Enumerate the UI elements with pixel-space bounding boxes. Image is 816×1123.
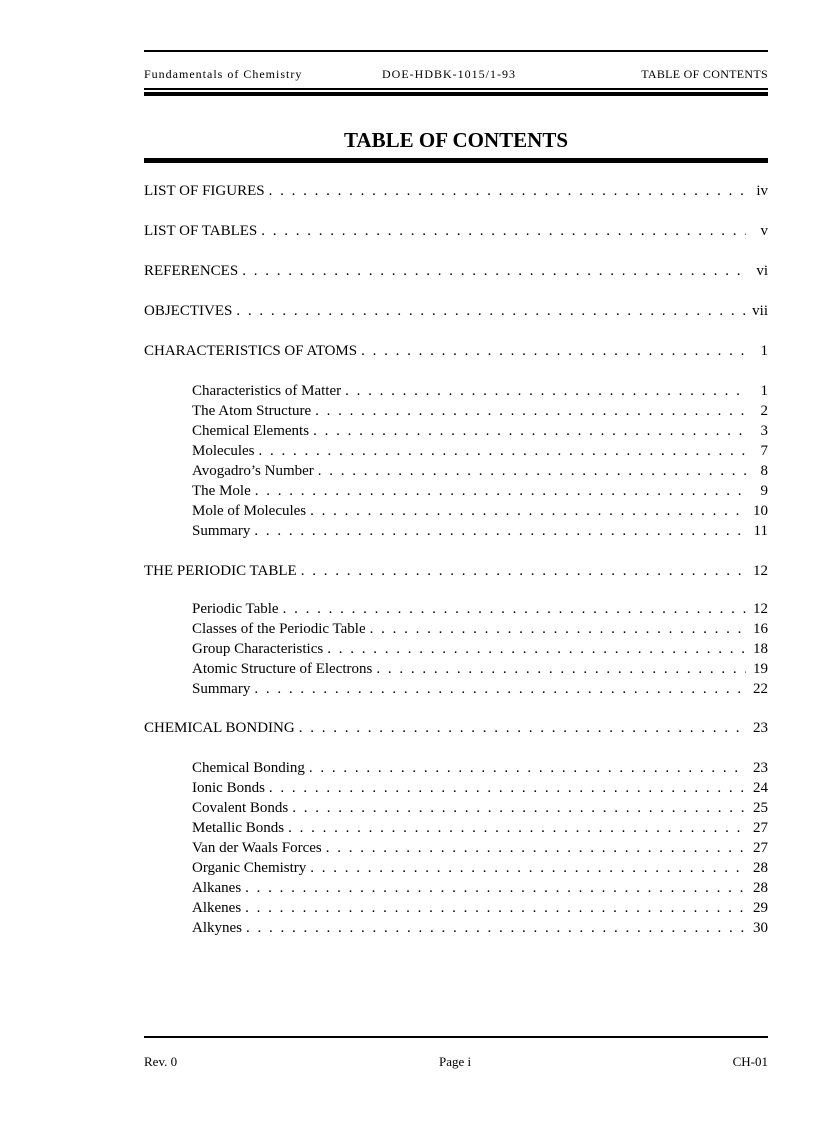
toc-entry[interactable] bbox=[144, 183, 768, 203]
toc-entry-label: CHARACTERISTICS OF ATOMS bbox=[144, 343, 358, 359]
toc-entry-label: Chemical Bonding bbox=[192, 760, 305, 776]
toc-entry[interactable] bbox=[144, 720, 768, 740]
toc-leader bbox=[326, 840, 746, 857]
toc-entry-page: 12 bbox=[753, 563, 768, 579]
toc-leader bbox=[283, 601, 746, 618]
toc-subentry[interactable] bbox=[192, 681, 768, 701]
toc-entry-label: The Mole bbox=[192, 483, 251, 499]
toc-subentry[interactable] bbox=[192, 383, 768, 403]
toc-entry-label: Covalent Bonds bbox=[192, 800, 289, 816]
toc-entry-label: Van der Waals Forces bbox=[192, 840, 322, 856]
toc-subentry[interactable] bbox=[192, 601, 768, 621]
toc-subentry[interactable] bbox=[192, 860, 768, 880]
toc-leader bbox=[309, 760, 746, 777]
toc-entry-page: 29 bbox=[753, 900, 768, 916]
toc-subentry[interactable] bbox=[192, 920, 768, 940]
toc-entry-page: 9 bbox=[760, 483, 768, 499]
toc-leader bbox=[313, 423, 746, 440]
footer-document-code: CH-01 bbox=[732, 1054, 768, 1069]
toc-entry-page: 3 bbox=[760, 423, 768, 439]
toc-entry-page: 18 bbox=[753, 641, 768, 657]
toc-subentry[interactable] bbox=[192, 820, 768, 840]
toc-entry-label: Group Characteristics bbox=[192, 641, 324, 657]
toc-entry-page: 2 bbox=[760, 403, 768, 419]
toc-entry-page: vii bbox=[752, 303, 768, 319]
toc-leader bbox=[288, 820, 746, 837]
toc-leader bbox=[261, 223, 746, 240]
toc-subentry[interactable] bbox=[192, 800, 768, 820]
header-top-rule bbox=[144, 50, 768, 52]
toc-entry-label: Avogadro’s Number bbox=[192, 463, 314, 479]
toc-subentry[interactable] bbox=[192, 503, 768, 523]
header-left: Fundamentals of Chemistry bbox=[144, 67, 303, 81]
toc-entry-label: LIST OF TABLES bbox=[144, 223, 258, 239]
toc-entry[interactable] bbox=[144, 563, 768, 583]
toc-entry-label: Summary bbox=[192, 681, 251, 697]
toc-subentry[interactable] bbox=[192, 840, 768, 860]
header-bottom-rule-thick bbox=[144, 92, 768, 96]
toc-leader bbox=[254, 523, 746, 540]
toc-leader bbox=[254, 681, 746, 698]
toc-entry-page: 16 bbox=[753, 621, 768, 637]
toc-entry-page: 1 bbox=[760, 343, 768, 359]
toc-entry-label: Organic Chemistry bbox=[192, 860, 307, 876]
toc-entry-label: LIST OF FIGURES bbox=[144, 183, 265, 199]
toc-leader bbox=[327, 641, 746, 658]
toc-leader bbox=[292, 800, 746, 817]
toc-leader bbox=[245, 880, 746, 897]
toc-entry-page: 25 bbox=[753, 800, 768, 816]
footer-rule bbox=[144, 1036, 768, 1038]
toc-entry[interactable] bbox=[144, 223, 768, 243]
toc-subentry[interactable] bbox=[192, 463, 768, 483]
toc-leader bbox=[242, 263, 746, 280]
toc-entry-page: 23 bbox=[753, 760, 768, 776]
toc-entry[interactable] bbox=[144, 343, 768, 363]
page-title: TABLE OF CONTENTS bbox=[343, 128, 569, 152]
toc-entry-page: 1 bbox=[760, 383, 768, 399]
toc-entry-label: REFERENCES bbox=[144, 263, 239, 279]
toc-entry-page: 11 bbox=[753, 523, 768, 539]
footer-page-number: Page i bbox=[439, 1054, 472, 1069]
toc-entry-page: v bbox=[760, 223, 768, 239]
toc-leader bbox=[245, 900, 746, 917]
toc-entry-page: 30 bbox=[753, 920, 768, 936]
toc-leader bbox=[315, 403, 746, 420]
toc-leader bbox=[246, 920, 746, 937]
toc-subentry[interactable] bbox=[192, 641, 768, 661]
footer-revision: Rev. 0 bbox=[144, 1054, 178, 1069]
toc-subentry[interactable] bbox=[192, 780, 768, 800]
toc-entry-page: 27 bbox=[753, 840, 768, 856]
toc-entry-label: The Atom Structure bbox=[192, 403, 312, 419]
toc-entry-page: 27 bbox=[753, 820, 768, 836]
toc-entry-page: 22 bbox=[753, 681, 768, 697]
toc-entry-page: 8 bbox=[760, 463, 768, 479]
toc-entry-label: Ionic Bonds bbox=[192, 780, 265, 796]
toc-leader bbox=[376, 661, 746, 678]
toc-entry-page: vi bbox=[756, 263, 768, 279]
toc-leader bbox=[310, 503, 746, 520]
toc-leader bbox=[269, 780, 746, 797]
header-bottom-rule-thin bbox=[144, 88, 768, 90]
title-rule bbox=[144, 158, 768, 163]
toc-entry-page: 28 bbox=[753, 860, 768, 876]
toc-entry-page: 24 bbox=[753, 780, 768, 796]
toc-subentry[interactable] bbox=[192, 523, 768, 543]
toc-leader bbox=[318, 463, 746, 480]
toc-entry-label: Alkynes bbox=[192, 920, 242, 936]
toc-entry-page: 12 bbox=[753, 601, 768, 617]
toc-subentry[interactable] bbox=[192, 900, 768, 920]
toc-subentry[interactable] bbox=[192, 403, 768, 423]
toc-leader bbox=[370, 621, 746, 638]
toc-entry-label: Alkenes bbox=[192, 900, 242, 916]
toc-leader bbox=[345, 383, 746, 400]
toc-leader bbox=[361, 343, 746, 360]
toc-subentry[interactable] bbox=[192, 621, 768, 641]
header-right: TABLE OF CONTENTS bbox=[641, 67, 768, 81]
toc-entry-label: Summary bbox=[192, 523, 251, 539]
toc-entry[interactable] bbox=[144, 303, 768, 323]
toc-subentry[interactable] bbox=[192, 661, 768, 681]
toc-entry-page: iv bbox=[756, 183, 768, 199]
header-center: DOE-HDBK-1015/1-93 bbox=[382, 67, 516, 81]
toc-leader bbox=[299, 720, 746, 737]
toc-subentry[interactable] bbox=[192, 483, 768, 503]
toc-subentry[interactable] bbox=[192, 760, 768, 780]
toc-entry-page: 7 bbox=[760, 443, 768, 459]
toc-entry-label: Characteristics of Matter bbox=[192, 383, 342, 399]
toc-entry-label: Classes of the Periodic Table bbox=[192, 621, 366, 637]
toc-entry-page: 10 bbox=[753, 503, 768, 519]
toc-entry-label: Alkanes bbox=[192, 880, 242, 896]
toc-entry-page: 23 bbox=[753, 720, 768, 736]
toc-leader bbox=[255, 483, 746, 500]
toc-entry-label: CHEMICAL BONDING bbox=[144, 720, 295, 736]
toc-entry-label: Molecules bbox=[192, 443, 255, 459]
toc-entry-label: Periodic Table bbox=[192, 601, 279, 617]
toc-entry-label: Metallic Bonds bbox=[192, 820, 285, 836]
toc-subentry[interactable] bbox=[192, 880, 768, 900]
toc-entry-label: OBJECTIVES bbox=[144, 303, 233, 319]
toc-entry-page: 28 bbox=[753, 880, 768, 896]
toc-entry-label: Mole of Molecules bbox=[192, 503, 307, 519]
toc-leader bbox=[258, 443, 746, 460]
toc-entry-label: THE PERIODIC TABLE bbox=[144, 563, 297, 579]
toc-entry-page: 19 bbox=[753, 661, 768, 677]
toc-entry[interactable] bbox=[144, 263, 768, 283]
toc-entry-label: Atomic Structure of Electrons bbox=[192, 661, 373, 677]
toc-leader bbox=[269, 183, 746, 200]
toc-leader bbox=[310, 860, 746, 877]
toc-entry-label: Chemical Elements bbox=[192, 423, 310, 439]
toc-leader bbox=[236, 303, 746, 320]
toc-subentry[interactable] bbox=[192, 423, 768, 443]
toc-leader bbox=[301, 563, 746, 580]
toc-subentry[interactable] bbox=[192, 443, 768, 463]
